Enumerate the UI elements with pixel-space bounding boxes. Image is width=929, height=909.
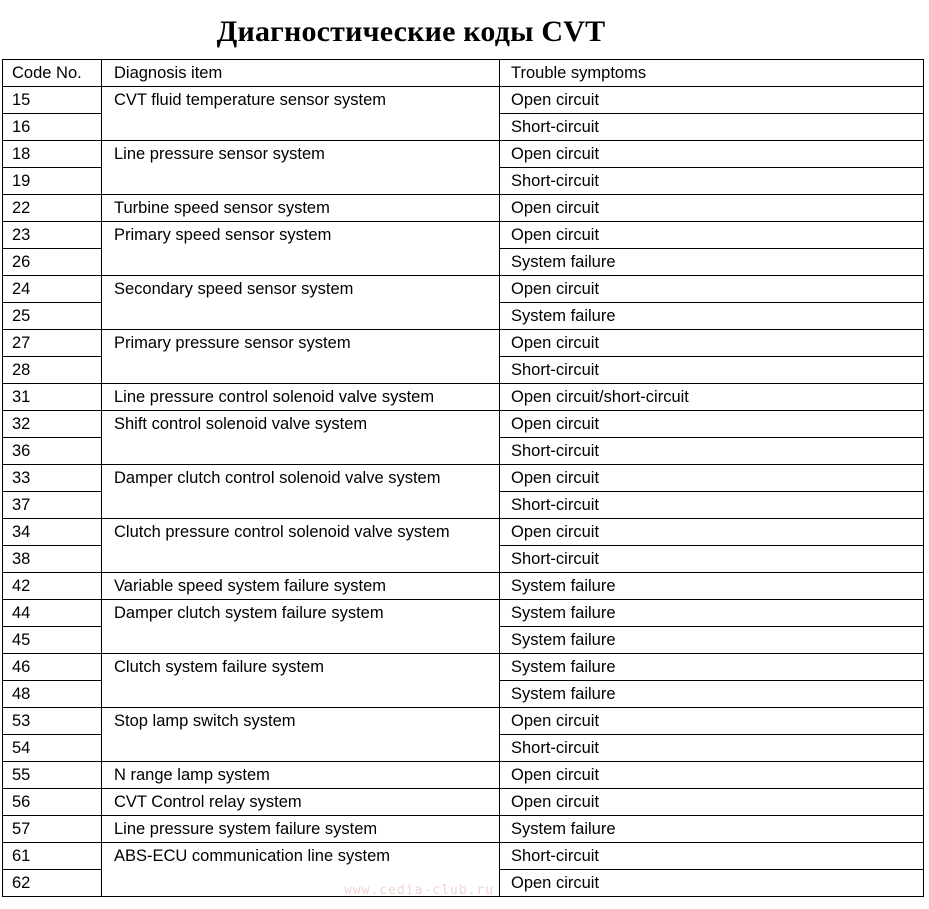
diagnosis-item-cell: CVT fluid temperature sensor system bbox=[102, 87, 500, 141]
table-row bbox=[3, 843, 924, 870]
trouble-symptom-cell: Open circuit bbox=[500, 762, 924, 789]
table-row bbox=[3, 762, 924, 789]
code-cell: 22 bbox=[3, 195, 102, 222]
code-cell: 54 bbox=[3, 735, 102, 762]
table-row bbox=[3, 141, 924, 168]
code-cell: 15 bbox=[3, 87, 102, 114]
trouble-symptom-cell: Open circuit bbox=[500, 141, 924, 168]
trouble-symptom-cell: System failure bbox=[500, 573, 924, 600]
trouble-symptom-cell: Open circuit bbox=[500, 330, 924, 357]
diagnosis-item-cell: Turbine speed sensor system bbox=[102, 195, 500, 222]
table-row bbox=[3, 384, 924, 411]
trouble-symptom-cell: Open circuit bbox=[500, 519, 924, 546]
code-cell: 37 bbox=[3, 492, 102, 519]
diagnosis-item-cell: ABS-ECU communication line system bbox=[102, 843, 500, 897]
diagnosis-item-cell: Clutch system failure system bbox=[102, 654, 500, 708]
diagnosis-item-cell: Line pressure control solenoid valve system bbox=[102, 384, 500, 411]
code-cell: 16 bbox=[3, 114, 102, 141]
diagnosis-item-cell: Clutch pressure control solenoid valve system bbox=[102, 519, 500, 573]
trouble-symptom-cell: Short-circuit bbox=[500, 546, 924, 573]
trouble-symptom-cell: Short-circuit bbox=[500, 843, 924, 870]
diagnosis-item-cell: Line pressure sensor system bbox=[102, 141, 500, 195]
table-body bbox=[3, 87, 924, 897]
code-cell: 53 bbox=[3, 708, 102, 735]
trouble-symptom-cell: System failure bbox=[500, 303, 924, 330]
code-cell: 31 bbox=[3, 384, 102, 411]
page-title: Диагностические коды CVT bbox=[216, 15, 606, 48]
code-cell: 32 bbox=[3, 411, 102, 438]
table-row bbox=[3, 654, 924, 681]
code-cell: 45 bbox=[3, 627, 102, 654]
diagnosis-item-cell: Variable speed system failure system bbox=[102, 573, 500, 600]
trouble-symptom-cell: Short-circuit bbox=[500, 492, 924, 519]
table-row bbox=[3, 600, 924, 627]
code-cell: 57 bbox=[3, 816, 102, 843]
code-cell: 38 bbox=[3, 546, 102, 573]
table-row bbox=[3, 816, 924, 843]
diagnostic-codes-table bbox=[2, 59, 924, 897]
diagnosis-item-cell: Line pressure system failure system bbox=[102, 816, 500, 843]
trouble-symptom-cell: Open circuit bbox=[500, 708, 924, 735]
trouble-symptom-cell: Open circuit bbox=[500, 411, 924, 438]
code-cell: 25 bbox=[3, 303, 102, 330]
trouble-symptom-cell: Short-circuit bbox=[500, 735, 924, 762]
code-cell: 19 bbox=[3, 168, 102, 195]
table-row bbox=[3, 87, 924, 114]
table-header-row bbox=[3, 60, 924, 87]
table-row bbox=[3, 708, 924, 735]
diagnosis-item-cell: Secondary speed sensor system bbox=[102, 276, 500, 330]
trouble-symptom-cell: System failure bbox=[500, 816, 924, 843]
trouble-symptom-cell: Open circuit bbox=[500, 870, 924, 897]
diagnosis-item-cell: N range lamp system bbox=[102, 762, 500, 789]
table-row bbox=[3, 789, 924, 816]
trouble-symptom-cell: System failure bbox=[500, 600, 924, 627]
trouble-symptom-cell: Open circuit bbox=[500, 465, 924, 492]
code-cell: 27 bbox=[3, 330, 102, 357]
diagnosis-item-cell: Damper clutch control solenoid valve system bbox=[102, 465, 500, 519]
table-row bbox=[3, 465, 924, 492]
diagnosis-item-cell: Primary speed sensor system bbox=[102, 222, 500, 276]
watermark: www.cedia-club.ru bbox=[344, 883, 495, 898]
code-cell: 24 bbox=[3, 276, 102, 303]
table-row bbox=[3, 222, 924, 249]
code-cell: 44 bbox=[3, 600, 102, 627]
diagnosis-item-cell: Stop lamp switch system bbox=[102, 708, 500, 762]
code-cell: 55 bbox=[3, 762, 102, 789]
diagnosis-item-cell: Primary pressure sensor system bbox=[102, 330, 500, 384]
trouble-symptom-cell: Open circuit bbox=[500, 195, 924, 222]
trouble-symptom-cell: Open circuit bbox=[500, 87, 924, 114]
code-cell: 62 bbox=[3, 870, 102, 897]
code-cell: 56 bbox=[3, 789, 102, 816]
trouble-symptom-cell: Short-circuit bbox=[500, 168, 924, 195]
code-cell: 28 bbox=[3, 357, 102, 384]
code-cell: 36 bbox=[3, 438, 102, 465]
code-cell: 46 bbox=[3, 654, 102, 681]
trouble-symptom-cell: Open circuit bbox=[500, 222, 924, 249]
trouble-symptom-cell: Open circuit/short-circuit bbox=[500, 384, 924, 411]
code-cell: 34 bbox=[3, 519, 102, 546]
trouble-symptom-cell: System failure bbox=[500, 681, 924, 708]
table-row bbox=[3, 411, 924, 438]
table-row bbox=[3, 195, 924, 222]
header-diagnosis-item: Diagnosis item bbox=[102, 60, 500, 87]
trouble-symptom-cell: System failure bbox=[500, 249, 924, 276]
code-cell: 26 bbox=[3, 249, 102, 276]
code-cell: 61 bbox=[3, 843, 102, 870]
code-cell: 23 bbox=[3, 222, 102, 249]
header-trouble-symptoms: Trouble symptoms bbox=[500, 60, 924, 87]
trouble-symptom-cell: Open circuit bbox=[500, 789, 924, 816]
diagnosis-item-cell: CVT Control relay system bbox=[102, 789, 500, 816]
table-row bbox=[3, 519, 924, 546]
table-row bbox=[3, 573, 924, 600]
trouble-symptom-cell: Short-circuit bbox=[500, 438, 924, 465]
diagnosis-item-cell: Shift control solenoid valve system bbox=[102, 411, 500, 465]
table-row bbox=[3, 330, 924, 357]
code-cell: 42 bbox=[3, 573, 102, 600]
trouble-symptom-cell: System failure bbox=[500, 654, 924, 681]
trouble-symptom-cell: Open circuit bbox=[500, 276, 924, 303]
diagnosis-item-cell: Damper clutch system failure system bbox=[102, 600, 500, 654]
trouble-symptom-cell: System failure bbox=[500, 627, 924, 654]
trouble-symptom-cell: Short-circuit bbox=[500, 357, 924, 384]
code-cell: 33 bbox=[3, 465, 102, 492]
code-cell: 18 bbox=[3, 141, 102, 168]
header-code-no: Code No. bbox=[3, 60, 102, 87]
code-cell: 48 bbox=[3, 681, 102, 708]
table-row bbox=[3, 276, 924, 303]
trouble-symptom-cell: Short-circuit bbox=[500, 114, 924, 141]
